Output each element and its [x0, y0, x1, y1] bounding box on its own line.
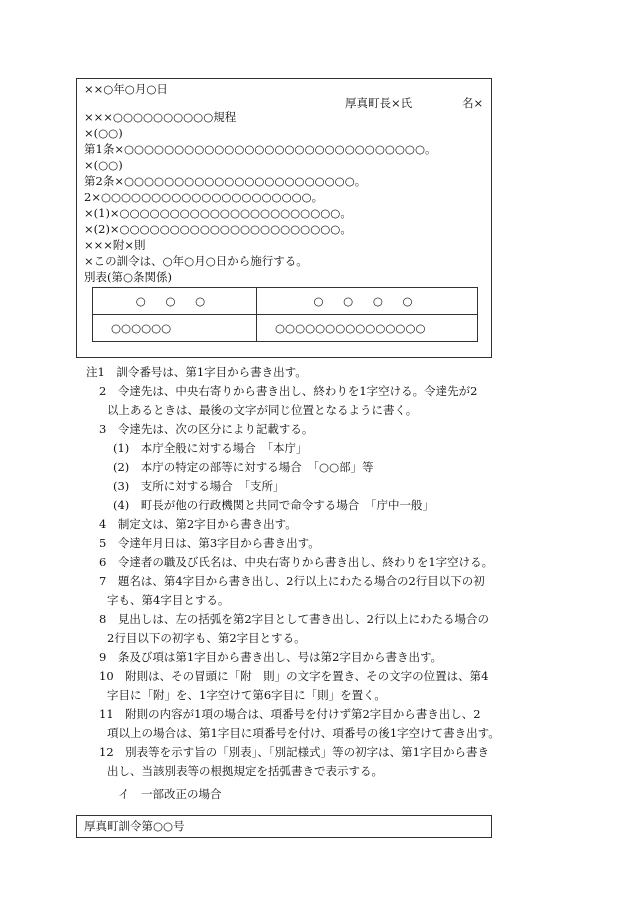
- heading-2: ×(○○): [84, 158, 123, 172]
- signer-name: 名×: [462, 96, 484, 110]
- note-line: 出し、当該別表等の根拠規定を括弧書きで表示する。: [107, 764, 383, 778]
- table-cell: ○○○○○○: [93, 315, 257, 342]
- note-line: 3 令達先は、次の区分により記載する。: [99, 422, 314, 436]
- note-line: (4) 町長が他の行政機関と共同で命令する場合 「庁中一般」: [113, 498, 435, 512]
- note-line: 9 条及び項は第1字目から書き出し、号は第2字目から書き出す。: [99, 650, 443, 664]
- note-line: 2行目以下の初字も、第2字目とする。: [107, 631, 306, 645]
- paragraph-2: 2×○○○○○○○○○○○○○○○○○○○○○。: [84, 190, 324, 204]
- table-caption: 別表(第○条関係): [84, 270, 173, 284]
- form-date: ××○年○月○日: [84, 82, 168, 96]
- note-line: (3) 支所に対する場合 「支所」: [113, 479, 285, 493]
- article-1: 第1条×○○○○○○○○○○○○○○○○○○○○○○○○○○○○○○。: [84, 142, 437, 156]
- table-cell: ○○○○○○○○○○○○○○○: [257, 315, 478, 342]
- appendix-table: [92, 287, 478, 342]
- table-row: [93, 315, 478, 342]
- note-line: (1) 本庁全般に対する場合 「本庁」: [113, 441, 308, 455]
- item-2: ×(2)×○○○○○○○○○○○○○○○○○○○○○○。: [84, 222, 352, 236]
- note-line: 12 別表等を示す旨の「別表」、「別記様式」等の初字は、第1字目から書き: [99, 745, 489, 759]
- note-line: 以上あるときは、最後の文字が同じ位置となるように書く。: [107, 403, 418, 417]
- table-cell: ○ ○ ○: [93, 288, 257, 315]
- ordinance-number: 厚真町訓令第○○号: [84, 819, 185, 833]
- note-line: 4 制定文は、第2字目から書き出す。: [99, 517, 297, 531]
- note-line: 2 令達先は、中央右寄りから書き出し、終わりを1字空ける。令達先が2: [99, 384, 478, 398]
- ordinance-form-box: [76, 78, 492, 358]
- effective-clause: ×この訓令は、○年○月○日から施行する。: [84, 254, 308, 268]
- note-line: 8 見出しは、左の括弧を第2字目として書き出し、2行以上にわたる場合の: [99, 612, 489, 626]
- note-line: 7 題名は、第4字目から書き出し、2行以上にわたる場合の2行目以下の初: [99, 574, 485, 588]
- note-line: 5 令達年月日は、第3字目から書き出す。: [99, 536, 320, 550]
- heading-1: ×(○○): [84, 126, 123, 140]
- note-line: 字も、第4字目とする。: [107, 593, 230, 607]
- supplementary-heading: ×××附×則: [84, 238, 146, 252]
- note-line: 6 令達者の職及び氏名は、中央右寄りから書き出し、終わりを1字空ける。: [99, 555, 494, 569]
- form-title: ×××○○○○○○○○○○規程: [84, 110, 237, 124]
- article-2: 第2条×○○○○○○○○○○○○○○○○○○○○○○○。: [84, 174, 367, 188]
- item-1: ×(1)×○○○○○○○○○○○○○○○○○○○○○○。: [84, 206, 352, 220]
- note-line: 11 附則の内容が1項の場合は、項番号を付けず第2字目から書き出し、2: [99, 707, 481, 721]
- note-line: 字目に「附」を、1字空けて第6字目に「則」を置く。: [107, 688, 386, 702]
- note-line: 10 附則は、その冒頭に「附 則」の文字を置き、その文字の位置は、第4: [99, 669, 489, 683]
- note-line: (2) 本庁の特定の部等に対する場合 「○○部」等: [113, 460, 374, 474]
- note-line: 注1 訓令番号は、第1字目から書き出す。: [86, 365, 307, 379]
- section-heading: イ 一部改正の場合: [118, 787, 222, 801]
- note-line: 項以上の場合は、第1字目に項番号を付け、項番号の後1字空けて書き出す。: [107, 726, 500, 740]
- table-cell: ○ ○ ○ ○: [257, 288, 478, 315]
- signer-title: 厚真町長×氏: [345, 96, 413, 110]
- table-row: [93, 288, 478, 315]
- ordinance-number-box: [76, 815, 492, 838]
